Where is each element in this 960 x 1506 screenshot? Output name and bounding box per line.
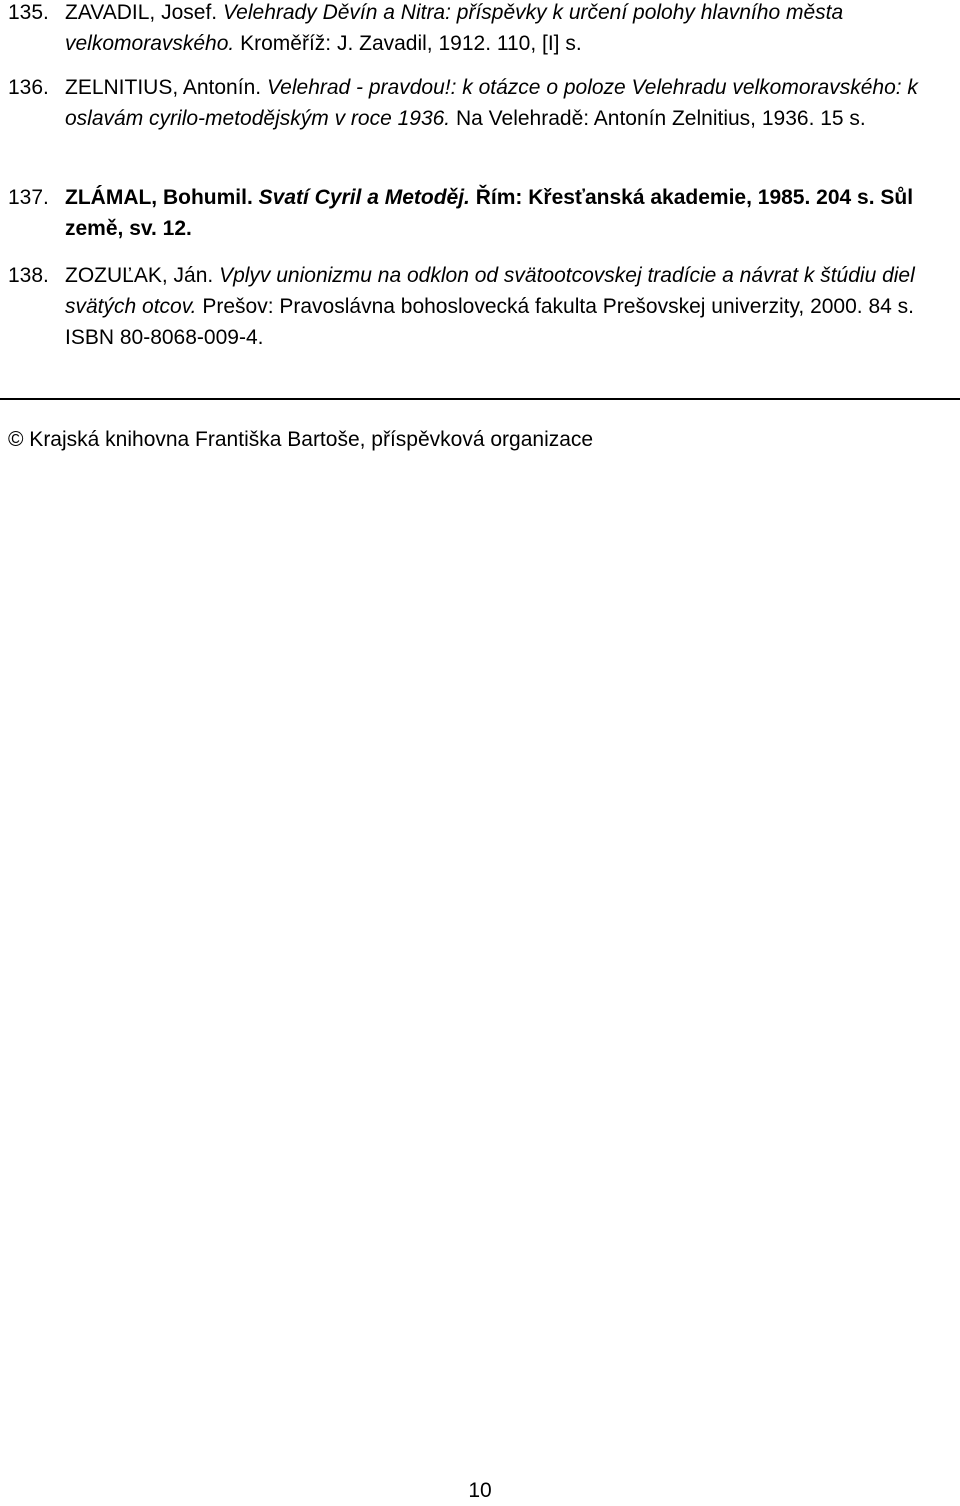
- entry-publication: Na Velehradě: Antonín Zelnitius, 1936. 15 s.: [455, 107, 866, 130]
- entry-author: ZOZUĽAK, Ján.: [65, 264, 214, 287]
- entry-publication: Prešov: Pravoslávna bohoslovecká fakulta Prešovskej univerzity, 2000. 84 s. ISBN 80-8068-009-4.: [65, 295, 914, 349]
- entry-publication: Kroměříž: J. Zavadil, 1912. 110, [I] s.: [240, 32, 582, 55]
- entry-text: [65, 0, 948, 59]
- entry-text: [65, 182, 948, 244]
- entry-number: 135.: [8, 1, 49, 24]
- entry-number: 138.: [8, 264, 49, 287]
- entry-author: ZELNITIUS, Antonín.: [65, 76, 262, 99]
- entry-text: [65, 72, 948, 134]
- entry-author: ZLÁMAL, Bohumil.: [65, 186, 253, 209]
- entry-title: Svatí Cyril a Metoděj.: [258, 186, 470, 209]
- entry-publication: Řím: Křesťanská akademie, 1985. 204 s. Sůl země, sv. 12.: [65, 186, 914, 240]
- bibliography-entry-135: [0, 0, 948, 59]
- entry-title: Velehrad - pravdou!: k otázce o poloze Velehradu velkomoravského: k oslavám cyrilo-metodějským v roce 1936.: [65, 76, 918, 130]
- entry-text: [65, 260, 948, 353]
- bibliography-entry-137: [0, 182, 948, 244]
- entry-number: 137.: [8, 186, 49, 209]
- footer-divider: [0, 398, 960, 400]
- entry-author: ZAVADIL, Josef.: [65, 1, 218, 24]
- entry-title: Velehrady Děvín a Nitra: příspěvky k určení polohy hlavního města velkomoravského.: [65, 1, 844, 55]
- bibliography-entry-138: [0, 260, 948, 353]
- entry-number: 136.: [8, 76, 49, 99]
- entry-title: Vplyv unionizmu na odklon od svätootcovskej tradície a návrat k štúdiu diel svätých otcov.: [65, 264, 915, 318]
- copyright-notice: © Krajská knihovna Františka Bartoše, příspěvková organizace: [8, 428, 594, 451]
- bibliography-entry-136: [0, 72, 948, 134]
- page-number: 10: [468, 1479, 492, 1502]
